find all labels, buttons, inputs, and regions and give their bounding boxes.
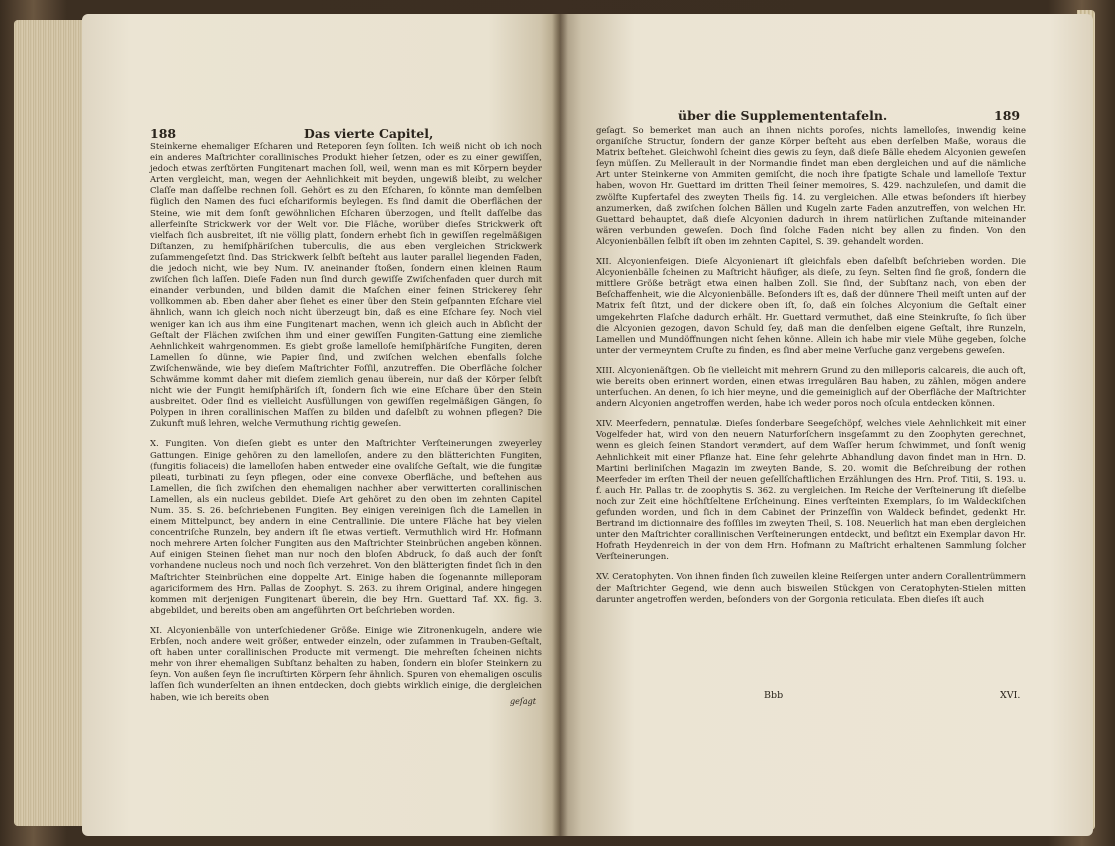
left-running-head: Das vierte Capitel, bbox=[304, 126, 434, 141]
right-catchword: XVI. bbox=[1000, 690, 1021, 701]
right-paragraph-4: XIV. Meerfedern, pennatulæ. Dieſes ſonderbare Seegeſchöpf, welches viele Aehnlichkeit mit einer Vogelfeder hat, wird von den neuern Naturforſchern insgeſammt zu den Zoophyten gerechnet, wenn es gleich ſeinen Standort veraͤndert, auf dem Waſſer herum ſchwimmet, und ſonſt wenig Aehnlichkeit mit einer Pflanze hat. Eine ſehr gelehrte Abhandlung davon findet man in Hrn. D. Martini berliniſchen Magazin im zweyten Bande, S. 20. womit die Beſchreibung der rothen Meerfeder im erſten Theil der neuen geſellſchaftlichen Erzählungen des Hrn. Prof. Titii, S. 193. u. f. auch Hr. Pallas tr. de zoophytis S. 362. zu vergleichen. Im Reiche der Verſteinerung iſt dieſelbe noch zur Zeit eine höchſtſeltene Erſcheinung. Eines verſteinten Exemplars, ſo im Waldeckiſchen gefunden worden, und ſich in dem Cabinet der Prinzeſſin von Waldeck befindet, gedenkt Hr. Bertrand im dictionnaire des foſſiles im zweyten Theil, S. 108. Neuerlich hat man eben dergleichen unter den Maſtrichter corallinischen Verſteinerungen entdeckt, und beſitzt ein Exemplar davon Hr. Hofrath Heydenreich in der von dem Hrn. Hofmann zu Maſtricht erhaltenen Sammlung ſolcher Verſteinerungen. bbox=[596, 419, 1026, 563]
left-page-text bbox=[150, 142, 542, 704]
left-page-number: 188 bbox=[150, 126, 177, 141]
right-paragraph-1: geſagt. So bemerket man auch an ihnen nichts poroſes, nichts lamelloſes, inwendig keine organiſche Structur, ſondern der ganze Körper beſteht aus eben derſelben Maße, woraus die Matrix beſtehet. Gleichwohl ſcheint dies gewis zu ſeyn, daß dieſe Bälle ehedem Alcyonien geweſen ſeyn müſſen. Zu Mellerault in der Normandie findet man eben dergleichen und auf die nämliche Art unter Steinkerne von Ammiten gemiſcht, die noch ihre ſpatigte Schale und lamelloſe Textur haben, wovon Hr. Guettard im dritten Theil ſeiner memoires, S. 429. nachzuleſen, und damit die zwölfte Kupfertafel des zweyten Theils fig. 14. zu vergleichen. Alle etwas beſonders iſt hierbey anzumerken, daß zwiſchen ſolchen Bällen und Kugeln zarte Faden anzutreffen, von welchen Hr. Guettard behauptet, daß dieſe Alcyonien dadurch in ihrem natürlichen Zuſtande miteinander wären verbunden geweſen. Doch ſind ſolche Faden nicht bey allen zu finden. Von den Alcyonienbällen ſelbſt iſt oben im zehnten Capitel, S. 39. gehandelt worden. bbox=[596, 126, 1026, 247]
right-page-text bbox=[596, 126, 1026, 606]
left-page-edges bbox=[14, 20, 84, 826]
right-paragraph-2: XII. Alcyonienfeigen. Dieſe Alcyonienart iſt gleichfals eben daſelbſt beſchrieben worden. Die Alcyonienbälle ſcheinen zu Maſtricht häufiger, als dieſe, zu ſeyn. Selten ſind ſie groß, ſondern die mittlere Größe beträgt etwa einen halben Zoll. Sie ſind, der Subſtanz nach, von eben der Beſchaffenheit, wie die Alcyonienbälle. Beſonders iſt es, daß der dünnere Theil meiſt unten auf der Matrix feſt ſitzt, und der dickere oben iſt, ſo, daß ein ſolches Alcyonium die Geſtalt einer umgekehrten Flaſche dadurch erhält. Hr. Guettard vermuthet, daß eine Steinkruſte, ſo ſich über die Alcyonien gezogen, davon Schuld ſey, daß man die denſelben eigene Geſtalt, ihre Runzeln, Lamellen und Mundöffnungen nicht ſehen könne. Allein ich habe mir viele Mühe gegeben, ſolche unter der vermeyntem Cruſte zu finden, es ſind aber meine Verſuche ganz vergebens geweſen. bbox=[596, 257, 1026, 356]
book-gutter bbox=[552, 14, 568, 836]
right-paragraph-5: XV. Ceratophyten. Von ihnen finden ſich zuweilen kleine Reiſergen unter andern Corallentrümmern der Maſtrichter Gegend, wie denn auch bisweilen Stückgen von Ceratophyten-Stielen mitten darunter angetroffen werden, beſonders von der Gorgonia reticulata. Eben dieſes iſt auch bbox=[596, 572, 1026, 605]
right-running-head: über die Supplemententafeln. bbox=[678, 108, 888, 123]
right-paragraph-3: XIII. Alcyonienäſtgen. Ob ſie vielleicht mit mehrern Grund zu den milleporis calcareis, die auch oft, wie bereits oben erinnert worden, einen etwas irregulären Bau haben, zu zählen, mögen andere unterſuchen. An denen, ſo ich hier meyne, und die gemeiniglich auf der Oberfläche der Maſtrichter andern Alcyonien angetroffen werden, habe ich weder poros noch oſcula entdecken können. bbox=[596, 365, 1026, 410]
left-paragraph-2: X. Fungiten. Von dieſen giebt es unter den Maſtrichter Verſteinerungen zweyerley Gattungen. Einige gehören zu den lamelloſen, andere zu den blätterichten Fungiten, (fungitis foliaceis) die lamelloſen haben entweder eine ovaliſche Geſtalt, wie die fungitæ pileati, turbinati zu ſeyn pflegen, oder eine convexe Oberfläche, und beſtehen aus Lamellen, die ſich zwiſchen den ehemaligen nachher aber verwitterten corallinischen Lamellen, als ein nucleus gebildet. Dieſe Art gehöret zu den oben im zehnten Capitel Num. 35. S. 26. beſchriebenen Fungiten. Bey einigen vereinigen ſich die Lamellen in einem Mittelpunct, bey andern in eine Centrallinie. Die untere Fläche hat bey vielen concentriſche Runzeln, bey andern iſt ſie etwas vertieft. Vermuthlich wird Hr. Hofmann noch mehrere Arten ſolcher Fungiten aus den Maſtrichter Steinbrüchen angeben können. Auf einigen Steinen ſiehet man nur noch den bloſen Abdruck, ſo daß auch der ſonſt vorhandene nucleus noch und noch ſich verzehret. Von den blätterigten findet ſich in den Maſtrichter Steinbrüchen eine doppelte Art. Einige haben die ſogenannte milleporam agariciformem des Hrn. Pallas de Zoophyt. S. 263. zu ihrem Original, andere hingegen kommen mit derjenigen Fungitenart überein, die bey Hrn. Guettard Taf. XX. fig. 3. abgebildet, und bereits oben am angeführten Ort beſchrieben worden. bbox=[150, 439, 542, 616]
left-catchword: geſagt bbox=[510, 697, 536, 706]
left-paragraph-3: XI. Alcyonienbälle von unterſchiedener Größe. Einige wie Zitronenkugeln, andere wie Erbſen, noch andere weit größer, entweder einzeln, oder zuſammen in Trauben-Geſtalt, oft haben unter corallinischen Producte mit vermengt. Die mehreſten ſcheinen nichts mehr von ihrer ehemaligen Subſtanz behalten zu haben, ſondern ein bloſer Steinkern zu ſeyn. Von außen ſeyn ſie incruſtirten Körpern ſehr ähnlich. Spuren von ehemaligen osculis laſſen ſich wunderſelten an ihnen entdecken, doch giebts wirklich einige, die dergleichen haben, wie ich bereits oben bbox=[150, 625, 542, 703]
right-signature-mark: Bbb bbox=[764, 690, 784, 701]
left-paragraph-1: Steinkerne ehemaliger Eſcharen und Reteporen ſeyn ſollten. Ich weiß nicht ob ich noch ein anderes Maſtrichter corallinisches Produkt hieher ſetzen, oder es zu einer gewiſſen, jedoch etwas zerſtörten Fungitenart machen ſoll, weil, wenn man es mit Körpern beyder Arten vergleicht, man, wegen der Aehnlichkeit mit beyden, ungewiß bleibt, zu welcher Claſſe man daſſelbe rechnen ſoll. Gehört es zu den Eſcharen, ſo könnte man demſelben füglich den Namen des fuci eſchariformis beylegen. Es ſind damit die Oberflächen der Steine, wie mit dem ſonſt gewöhnlichen Eſcharen überzogen, und ſtellt daſſelbe das allerfeinſte Strickwerk vor der Welt vor. Die Fläche, worüber dieſes Strickwerk oft vielfach ſich ausbreitet, iſt nie völlig platt, ſondern erhebt ſich in gewiſſen regelmäßigen Diſtanzen, zu hemiſphäriſchen tuberculis, die aus eben vergleichen Strickwerk zuſammengeſetzt ſind. Das Strickwerk ſelbſt beſteht aus lauter parallel liegenden Faden, die jedoch nicht, wie bey Num. IV. aneinander ſtoßen, ſondern einen kleinen Raum zwiſchen ſich laſſen. Dieſe Faden nun ſind durch gewiſſe Zwiſchenfaden quer durch mit einander verbunden, und bilden damit die Maſchen einer feinen Strickerey ſehr vollkommen ab. Eben daher aber ſiehet es einer über den Stein geſpannten Eſchare viel ähnlich, wann ich gleich noch nicht überzeugt bin, daß es eine Eſchare ſey. Noch viel weniger kan ich aus ihm eine Fungitenart machen, wenn ich gleich auch in Abſicht der Geſtalt der Flächen zwiſchen ihm und einer gewiſſen Fungiten-Gattung eine ziemliche Aehnlichkeit wahrgenommen. Es giebt große lamelloſe hemiſphäriſche Fungiten, deren Lamellen ſo dünne, wie Papier ſind, und zwiſchen welchen ebenfalls ſolche Zwiſchenwände, wie bey dieſem Maſtrichter Foſſil, anzutreffen. Die Oberfläche ſolcher Schwämme kommt daher mit dieſem ziemlich genau überein, nur daß der Körper ſelbſt nicht wie der Fungit hemiſphäriſch iſt, ſondern ſich wie eine Eſchare über den Stein ausbreitet. Oder ſind es vielleicht Ausfüllungen von gewiſſen regelmäßigen Gängen, ſo Polypen in ihren corallinischen Maſſen zu bilden und daſelbſt zu wohnen pflegen? Die Zukunft muß lehren, welche Vermuthung richtig geweſen. bbox=[150, 142, 542, 430]
right-page-number: 189 bbox=[994, 108, 1021, 123]
